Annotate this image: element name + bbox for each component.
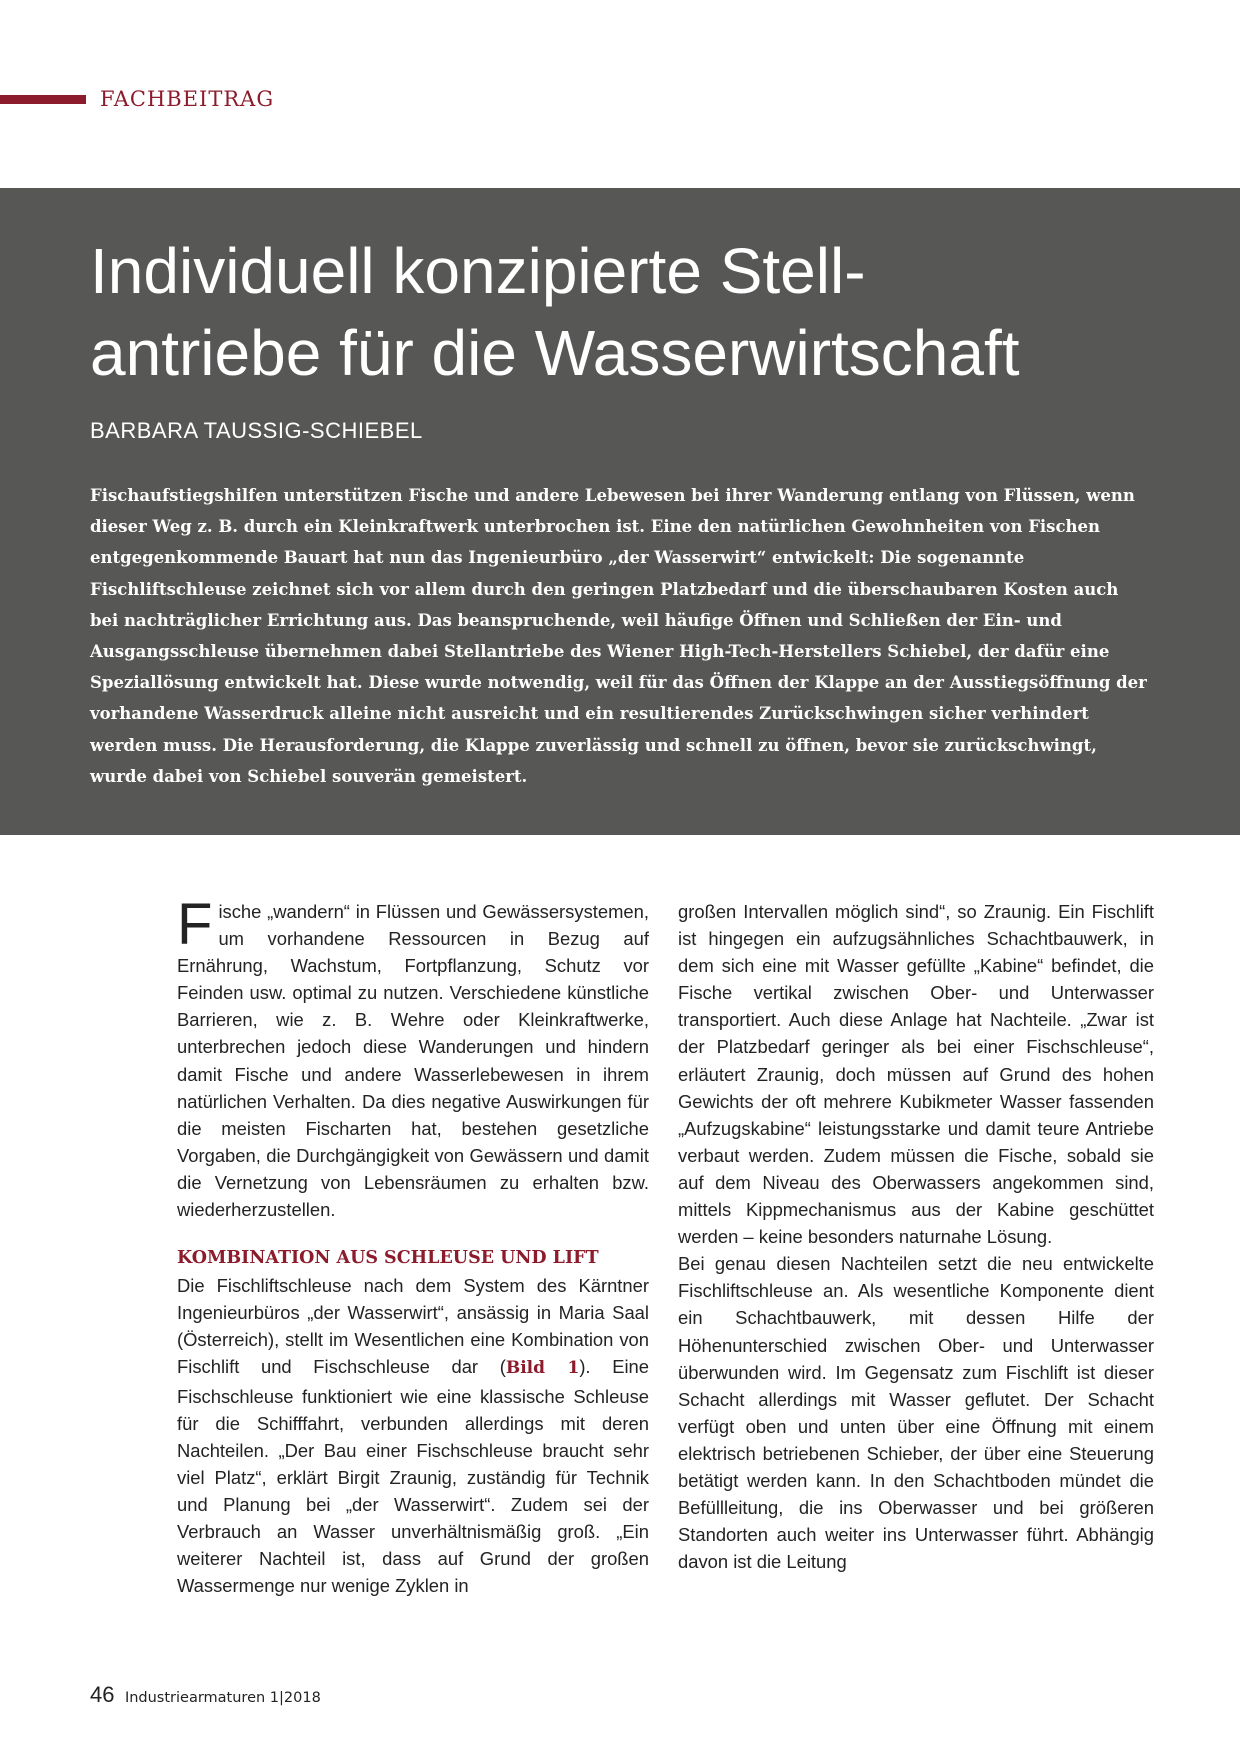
article-lead: Fischaufstiegshilfen unterstützen Fische und andere Lebewesen bei ihrer Wanderung entlang von Flüssen, wenn dieser Weg z. B. durch ein Kleinkraftwerk unterbrochen ist. Eine den natürlichen Gewohnheiten von Fischen entgegenkommende Bauart hat nun das Ingenieurbüro „der Wasserwirt“ entwickelt: Die sogenannte Fischliftschleuse zeichnet sich vor allem durch den geringen Platzbedarf und die überschaubaren Kosten auch bei nachträglicher Errichtung aus. Das beanspruchende, weil häufige Öffnen und Schließen der Ein- und Ausgangsschleuse übernehmen dabei Stellantriebe des Wiener High-Tech-Herstellers Schiebel, der dafür eine Speziallösung entwickelt hat. Diese wurde notwendig, weil für das Öffnen der Klappe an der Ausstiegsöffnung der vorhandene Wasserdruck alleine nicht ausreicht und ein resultierendes Zurückschwingen sicher verhindert werden muss. Die Herausforderung, die Klappe zuverlässig und schnell zu öffnen, bevor sie zurückschwingt, wurde dabei von Schiebel souverän gemeistert. <box>90 486 1147 786</box>
body-column-right <box>678 898 1154 1575</box>
body-column-left <box>177 892 650 1599</box>
article-author: BARBARA TAUSSIG-SCHIEBEL <box>90 418 423 443</box>
right-paragraph-2: Bei genau diesen Nachteilen setzt die neu entwickelte Fischliftschleuse an. Als wesentliche Komponente dient ein Schachtbauwerk, mit dessen Hilfe der Höhenunterschied zwischen Ober- und Unterwasser überwunden wird. Im Gegensatz zum Fischlift ist dieser Schacht allerdings mit Wasser geflutet. Der Schacht verfügt oben und unten über eine Öffnung mit einem elektrisch betriebenen Schieber, der über eine Steuerung betätigt werden kann. In den Schachtboden mündet die Befüllleitung, die ins Oberwasser und bei größeren Standorten auch weiter ins Unterwasser führt. Abhängig davon ist die Leitung <box>678 1253 1154 1573</box>
article-title <box>90 230 1190 394</box>
article-title-line-2: antriebe für die Wasserwirtschaft <box>90 317 1020 389</box>
section-heading: KOMBINATION AUS SCHLEUSE UND LIFT <box>177 1248 599 1269</box>
right-paragraph-1: großen Intervallen möglich sind“, so Zraunig. Ein Fischlift ist hingegen ein aufzugsähnliches Schachtbauwerk, in dem sich eine mit Wasser gefüllte „Kabine“ befindet, die Fische vertikal zwischen Ober- und Unterwasser transportiert. Auch diese Anlage hat Nachteile. „Zwar ist der Platzbedarf geringer als bei einer Fischschleuse“, erläutert Zraunig, doch müssen auf Grund des hohen Gewichts der oft mehrere Kubikmeter Wasser fassenden „Aufzugskabine“ leistungsstarke und damit teure Antriebe verbaut werden. Zudem müssen die Fische, sobald sie auf dem Niveau des Oberwassers angekommen sind, mittels Kippmechanismus aus der Kabine geschüttet werden – keine besonders naturnahe Lösung. <box>678 901 1154 1248</box>
page-number: 46 <box>90 1682 115 1707</box>
page-footer <box>90 1682 321 1712</box>
section-paragraph <box>177 1272 649 1599</box>
section-text-part-1: Die Fischliftschleuse nach dem System des Kärntner Ingenieurbüros „der Wasserwirt“, ansässig in Maria Saal (Österreich), stellt im Wesentlichen eine Kombination von Fischlift und Fischschleuse dar ( <box>177 1275 649 1378</box>
drop-cap: F <box>177 892 213 957</box>
article-header-panel <box>0 188 1240 835</box>
intro-paragraph <box>177 892 649 1223</box>
intro-text: ische „wandern“ in Flüssen und Gewässersystemen, um vorhandene Ressourcen in Bezug auf Ernährung, Wachstum, Fortpflanzung, Schutz vor Feinden usw. optimal zu nutzen. Verschiedene künstliche Barrieren, wie z. B. Wehre oder Kleinkraftwerke, unterbrechen jedoch diese Wanderungen und hindern damit Fische und andere Wasserlebewesen in ihrem natürlichen Verhalten. Da dies negative Auswirkungen für die meisten Fischarten hat, bestehen gesetzliche Vorgaben, die Durchgängigkeit von Gewässern und damit die Vernetzung von Lebensräumen zu erhalten bzw. wiederherzustellen. <box>177 901 649 1221</box>
figure-reference: Bild 1 <box>505 1358 580 1379</box>
section-text-part-2: ). Eine Fischschleuse funktioniert wie eine klassische Schleuse für die Schifffahrt, verbunden allerdings mit deren Nachteilen. „Der Bau einer Fischschleuse braucht sehr viel Platz“, erklärt Birgit Zraunig, zuständig für Technik und Planung bei „der Wasserwirt“. Zudem sei der Verbrauch an Wasser unverhältnismäßig groß. „Ein weiterer Nachteil ist, dass auf Grund der großen Wassermenge nur wenige Zyklen in <box>177 1356 650 1597</box>
rubric-accent-bar <box>0 95 86 104</box>
section-label: FACHBEITRAG <box>100 87 275 111</box>
magazine-issue: Industriearmaturen 1|2018 <box>124 1690 321 1706</box>
section-rubric <box>0 84 600 114</box>
article-title-line-1: Individuell konzipierte Stell- <box>90 235 866 307</box>
